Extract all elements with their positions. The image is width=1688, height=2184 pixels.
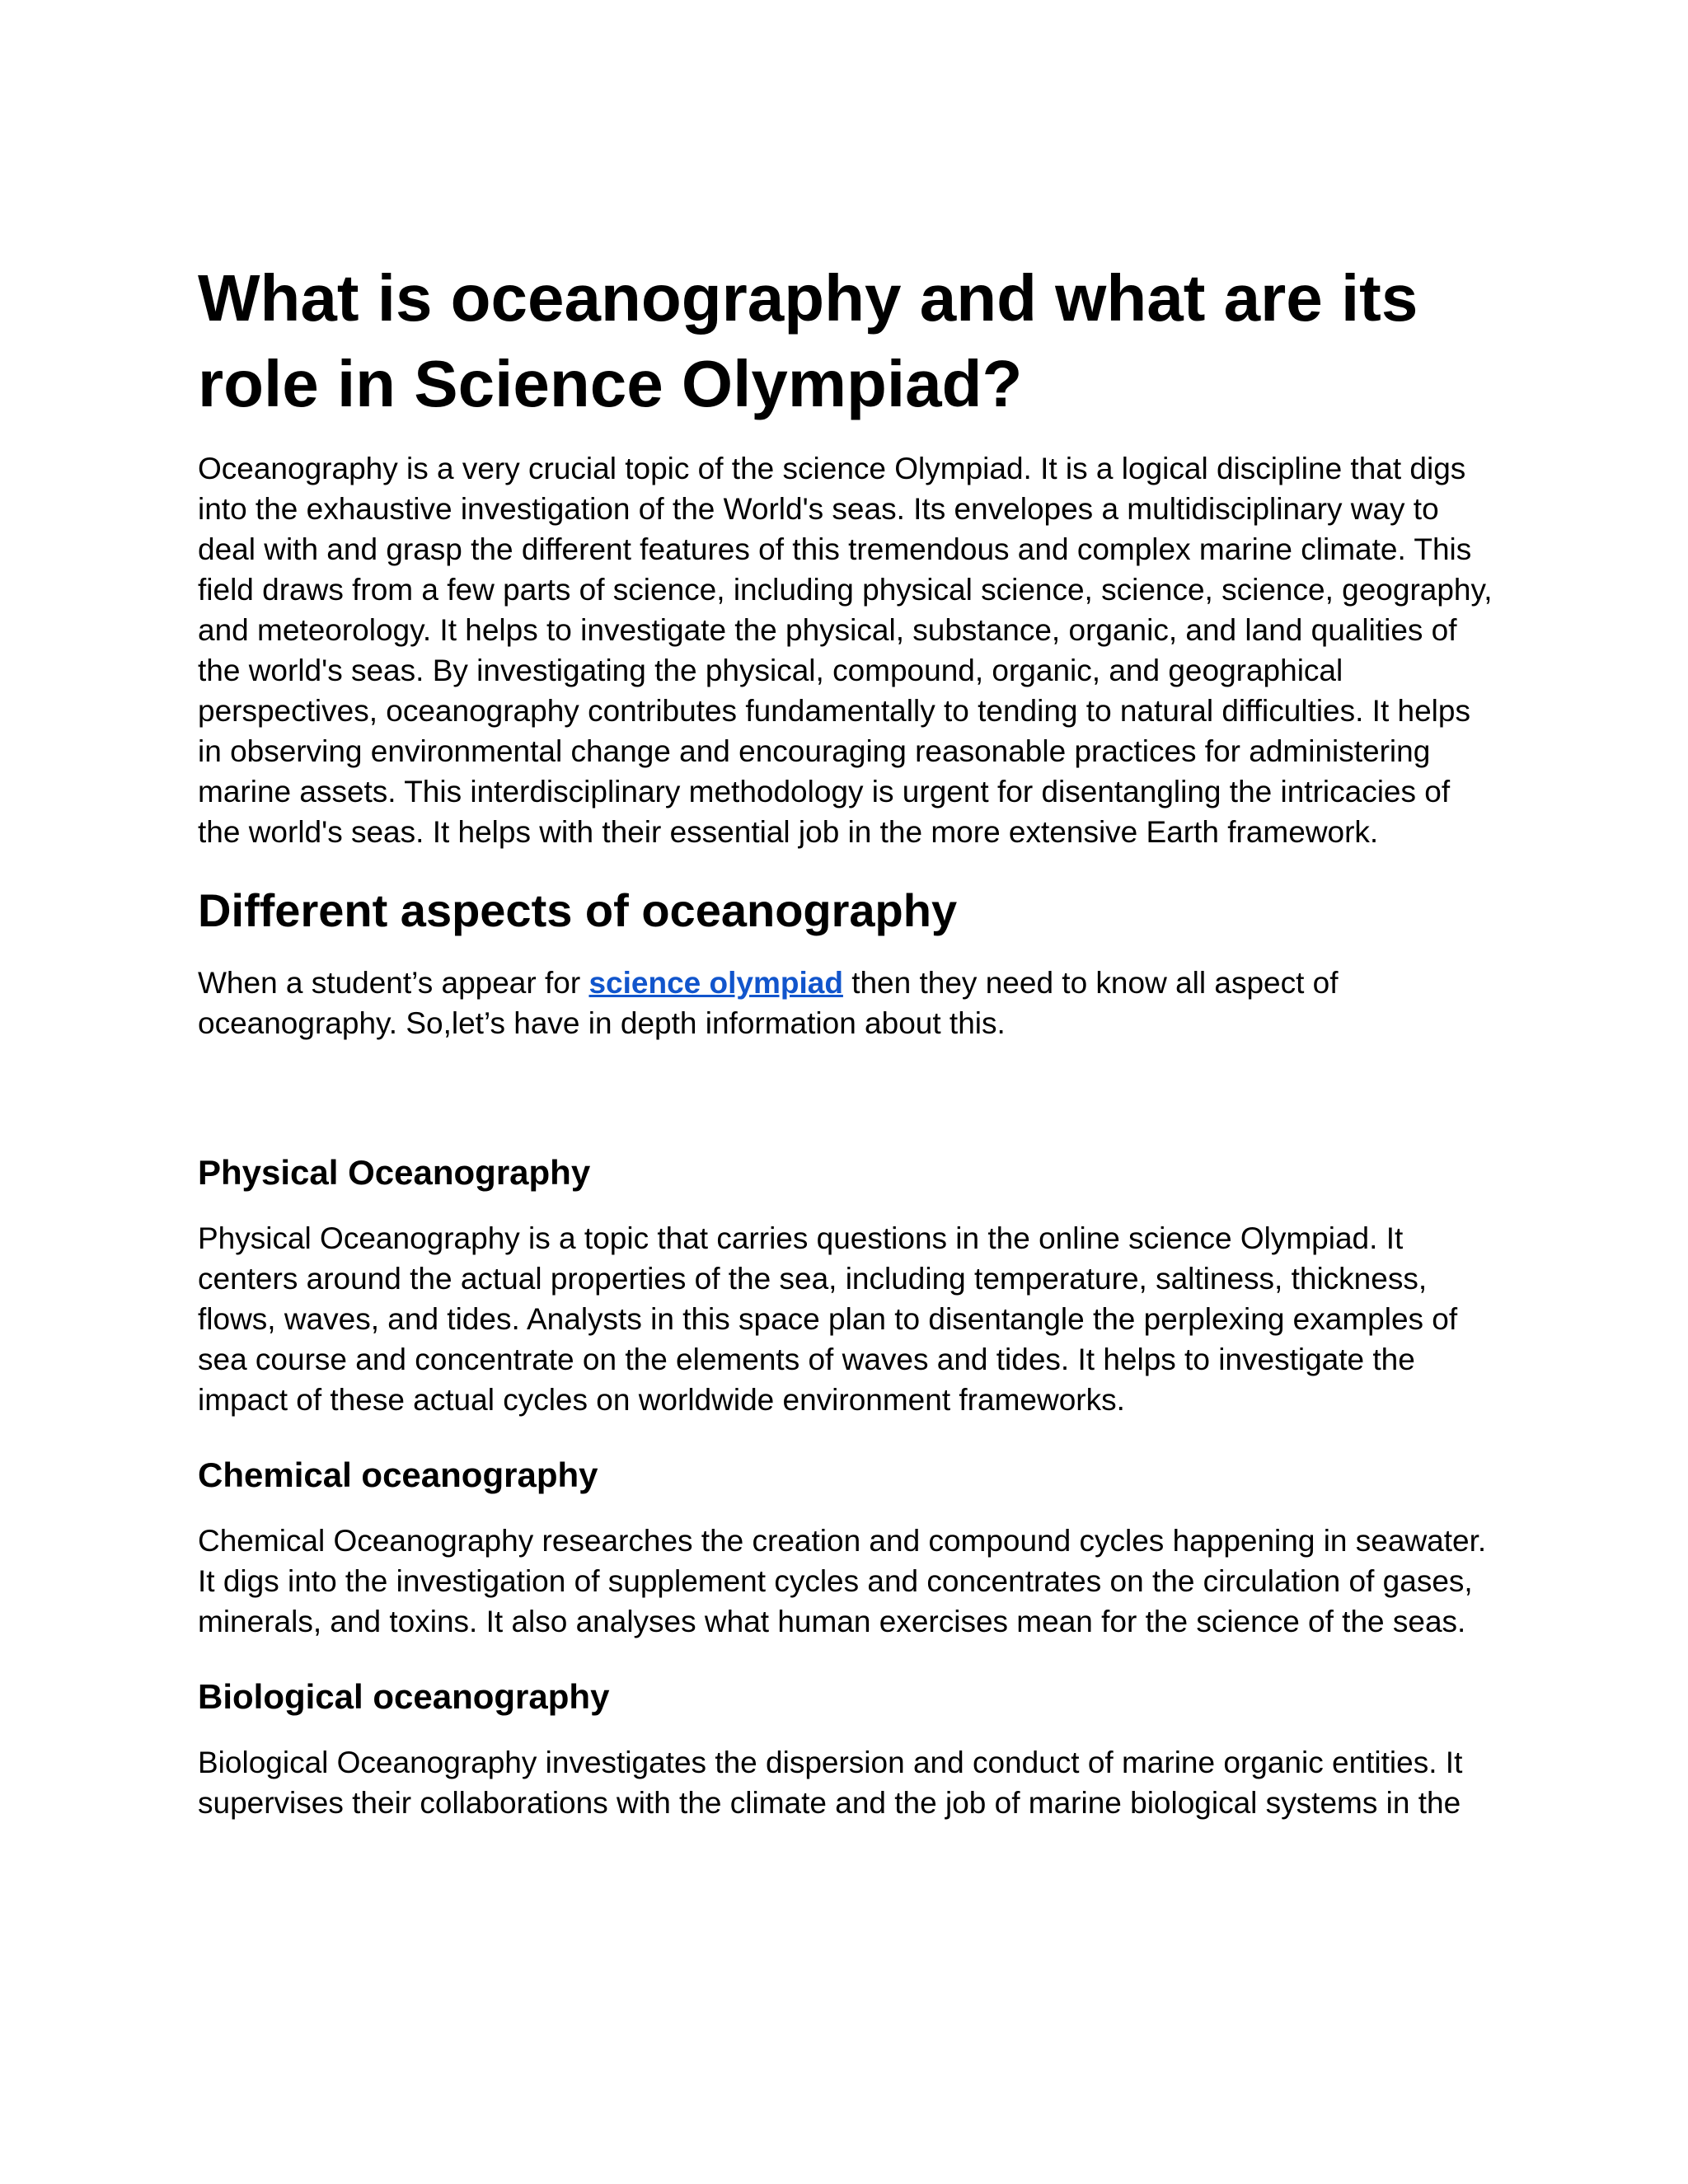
document-page xyxy=(198,255,1500,1823)
chemical-oceanography-paragraph: Chemical Oceanography researches the creation and compound cycles happening in seawater. It digs into the investigation of supplement cycles and concentrates on the circulation of gases, minerals, and toxins. It also analyses what human exercises mean for the science of the seas. xyxy=(198,1524,1487,1638)
page-title: What is oceanography and what are its role in Science Olympiad? xyxy=(198,261,1418,420)
aspects-paragraph xyxy=(198,963,1500,1043)
biological-oceanography-paragraph: Biological Oceanography investigates the dispersion and conduct of marine organic entities. It supervises their collaborations with the climate and the job of marine biological systems in the xyxy=(198,1746,1463,1820)
aspects-heading: Different aspects of oceanography xyxy=(198,884,958,936)
physical-oceanography-paragraph: Physical Oceanography is a topic that carries questions in the online science Olympiad. It centers around the actual properties of the sea, including temperature, saltiness, thickness, flows, waves, and tides. Analysts in this space plan to disentangle the perplexing examples of sea course and concentrate on the elements of waves and tides. It helps to investigate the impact of these actual cycles on worldwide environment frameworks. xyxy=(198,1221,1458,1417)
biological-oceanography-heading: Biological oceanography xyxy=(198,1677,610,1716)
aspects-text-after-link: then they need to know all aspect of oceanography. So,let’s have in depth information about this. xyxy=(198,966,1339,1040)
intro-paragraph: Oceanography is a very crucial topic of the science Olympiad. It is a logical discipline that digs into the exhaustive investigation of the World's seas. Its envelopes a multidisciplinary way to deal with and grasp the different features of this tremendous and complex marine climate. This field draws from a few parts of science, including physical science, science, science, geography, and meteorology. It helps to investigate the physical, substance, organic, and land qualities of the world's seas. By investigating the physical, compound, organic, and geographical perspectives, oceanography contributes fundamentally to tending to natural difficulties. It helps in observing environmental change and encouraging reasonable practices for administering marine assets. This interdisciplinary methodology is urgent for disentangling the intricacies of the world's seas. It helps with their essential job in the more extensive Earth framework. xyxy=(198,452,1493,849)
chemical-oceanography-heading: Chemical oceanography xyxy=(198,1455,598,1494)
aspects-text-before-link: When a student’s appear for xyxy=(198,966,589,1000)
physical-oceanography-heading: Physical Oceanography xyxy=(198,1153,591,1192)
science-olympiad-link[interactable]: science olympiad xyxy=(588,966,843,1000)
